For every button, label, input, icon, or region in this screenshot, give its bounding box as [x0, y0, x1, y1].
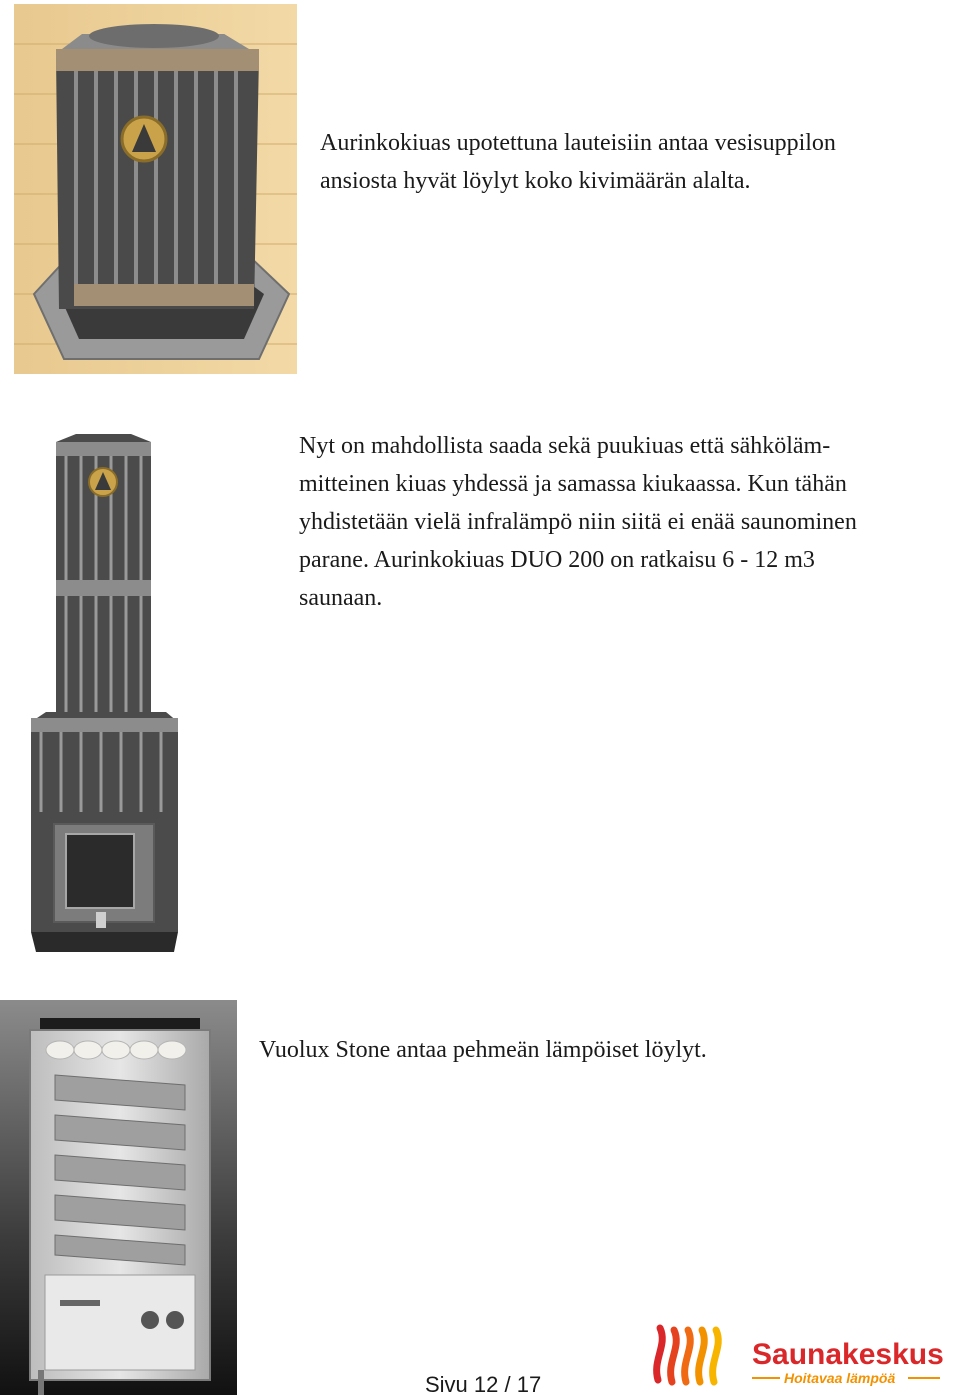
page-number: Sivu 12 / 17 — [425, 1372, 542, 1397]
text-line: Nyt on mahdollista saada sekä puukiuas että sähköläm- — [299, 433, 831, 459]
photo-aurinkokiuas-duo — [26, 432, 182, 954]
photo-vuolux-stone — [0, 1000, 237, 1395]
text-line: ansiosta hyvät löylyt koko kivimäärän alalta. — [320, 168, 751, 194]
paragraph-vuolux — [259, 1031, 939, 1069]
text-line: Aurinkokiuas upotettuna lauteisiin antaa vesisuppilon — [320, 130, 836, 156]
text-line: mitteinen kiuas yhdessä ja samassa kiukaassa. Kun tähän — [299, 471, 847, 497]
svg-text:Saunakeskus: Saunakeskus — [752, 1338, 944, 1371]
photo-aurinkokiuas-sunk — [14, 4, 297, 374]
text-line: Vuolux Stone antaa pehmeän lämpöiset löylyt. — [259, 1037, 707, 1063]
paragraph-duo-stove — [299, 427, 949, 617]
saunakeskus-logo — [650, 1320, 955, 1395]
text-line: parane. Aurinkokiuas DUO 200 on ratkaisu 6 - 12 m3 — [299, 547, 815, 573]
paragraph-sunk-stove — [320, 124, 940, 200]
text-line: yhdistetään vielä infralämpö niin siitä ei enää saunominen — [299, 509, 857, 535]
svg-text:Hoitavaa lämpöä: Hoitavaa lämpöä — [784, 1370, 896, 1386]
text-line: saunaan. — [299, 585, 383, 611]
